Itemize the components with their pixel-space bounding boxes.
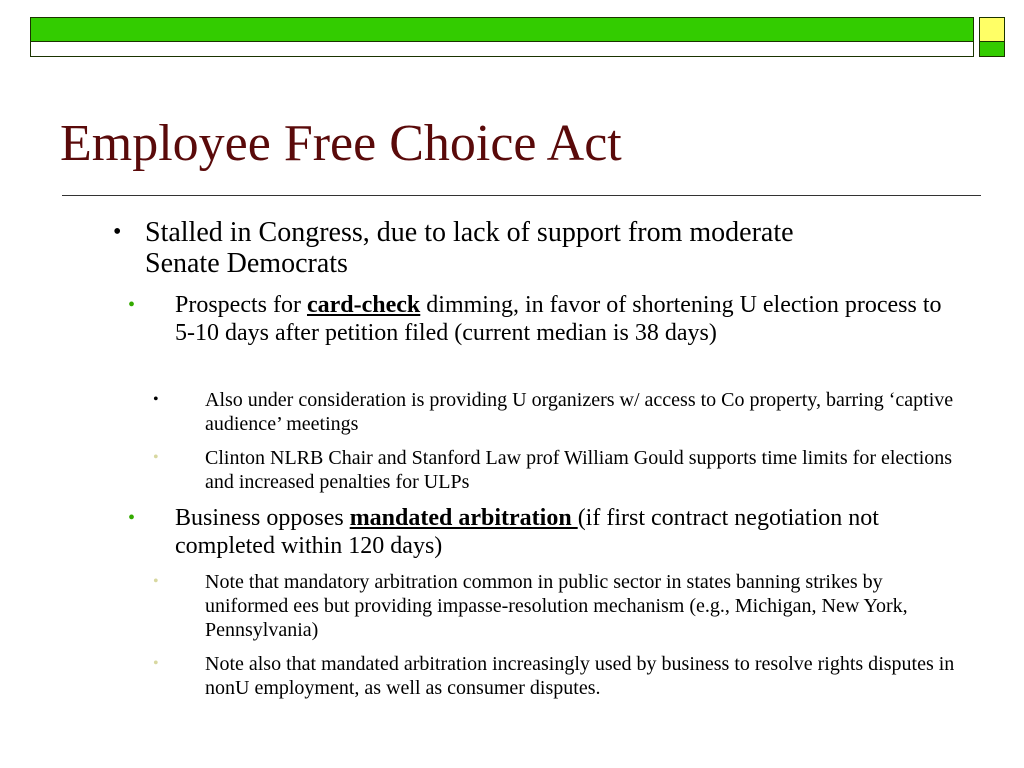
- bullet-text: Stalled in Congress, due to lack of support from moderate Senate Democrats: [145, 217, 794, 279]
- bullet-text-after: (if first contract negotiation not completed within 120 days): [175, 505, 879, 559]
- bullet-gould-time-limits: [153, 446, 965, 494]
- bullet-stalled-in-congress: [113, 217, 865, 279]
- bullet-text: [175, 504, 955, 560]
- top-bar-green-band: [31, 18, 973, 41]
- bullet-nonunion-arbitration: [153, 652, 965, 700]
- bullet-text-before: Business opposes: [175, 505, 350, 531]
- bullet-mandated-arbitration: [128, 504, 955, 560]
- term-card-check: card-check: [306, 292, 421, 318]
- bullet-marker: •: [128, 294, 136, 316]
- slide-title: Employee Free Choice Act: [60, 115, 622, 172]
- bullet-text: Note that mandatory arbitration common in public sector in states banning strikes by uniformed ees but providing impasse-resolution mechanism (e.g., Michigan, New York, Pennsylvania): [205, 571, 908, 641]
- bullet-text: [175, 291, 955, 347]
- top-bar-white-band: [31, 41, 973, 56]
- bullet-marker: •: [153, 391, 159, 408]
- bullet-card-check: [128, 291, 955, 347]
- corner-decoration-box: [979, 17, 1005, 57]
- bullet-marker: •: [128, 507, 136, 529]
- bullet-marker: •: [153, 573, 159, 590]
- bullet-text: Note also that mandated arbitration increasingly used by business to resolve rights disputes in nonU employment, as well as consumer disputes.: [205, 653, 955, 699]
- title-divider: [62, 195, 981, 196]
- corner-box-green: [980, 41, 1004, 56]
- bullet-text: Also under consideration is providing U organizers w/ access to Co property, barring ‘captive audience’ meetings: [205, 389, 954, 435]
- top-decoration-bar: [30, 17, 974, 57]
- corner-box-yellow: [980, 18, 1004, 41]
- bullet-marker: •: [113, 219, 122, 245]
- bullet-text-after: dimming, in favor of shortening U election process to 5-10 days after petition filed (current median is 38 days): [175, 292, 942, 346]
- bullet-public-sector-arbitration: [153, 570, 965, 642]
- bullet-text: Clinton NLRB Chair and Stanford Law prof William Gould supports time limits for elections and increased penalties for ULPs: [205, 447, 953, 493]
- bullet-marker: •: [153, 655, 159, 672]
- bullet-text-before: Prospects for: [175, 292, 307, 318]
- bullet-marker: •: [153, 449, 159, 466]
- term-mandated-arbitration: mandated arbitration: [349, 505, 578, 531]
- bullet-organizer-access: [153, 388, 965, 436]
